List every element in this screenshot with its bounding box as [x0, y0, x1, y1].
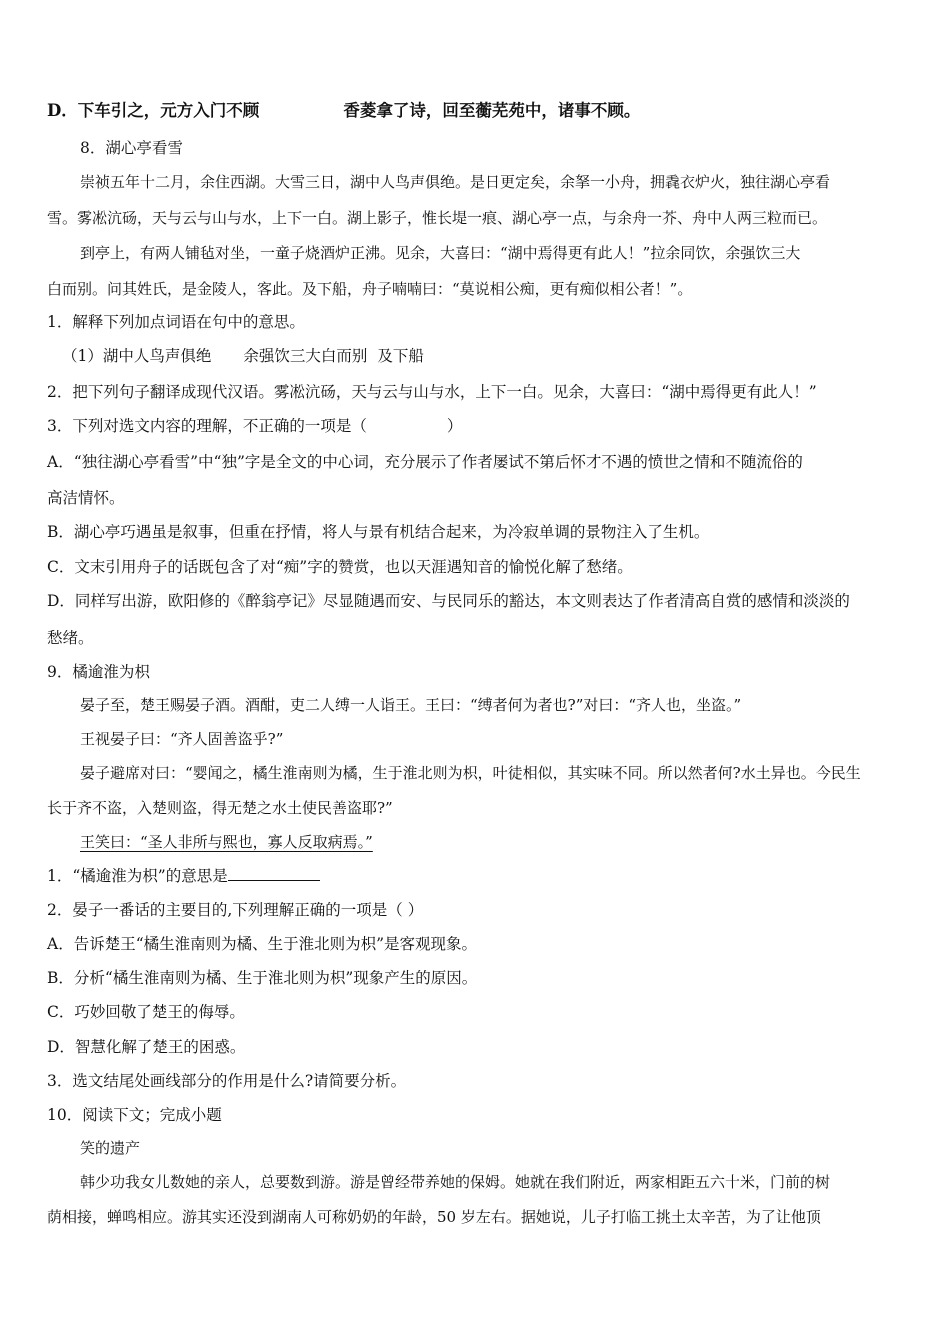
question-line: 3．选文结尾处画线部分的作用是什么?请简要分析。	[47, 1072, 407, 1090]
passage-line-underlined: 王笑曰：“圣人非所与熙也，寡人反取病焉。”	[80, 833, 373, 851]
option-d-line	[47, 100, 910, 122]
option-line: B．分析“橘生淮南则为橘、生于淮北则为枳”现象产生的原因。	[47, 969, 478, 987]
option-line: D．同样写出游，欧阳修的《醉翁亭记》尽显随遇而安、与民同乐的豁达，本文则表达了作者清高自赏的感情和淡淡的	[47, 592, 850, 610]
passage-line: 荫相接，蝉鸣相应。游其实还没到湖南人可称奶奶的年龄，50 岁左右。据她说，儿子打临工挑土太辛苦，为了让他顶	[47, 1208, 821, 1226]
article-title: 笑的遗产	[80, 1139, 141, 1157]
question-line: 1．“橘逾淮为枳”的意思是	[47, 865, 910, 887]
option-d-left: D．下车引之，元方入门不顾	[47, 101, 260, 120]
option-line: A．告诉楚王“橘生淮南则为橘、生于淮北则为枳”是客观现象。	[47, 935, 478, 953]
q10-title: 10．阅读下文；完成小题	[47, 1106, 222, 1124]
passage-line: 长于齐不盗，入楚则盗，得无楚之水土使民善盗耶?”	[47, 799, 393, 817]
option-line: C．巧妙回敬了楚王的侮辱。	[47, 1003, 245, 1021]
question-line: （1）湖中人鸟声俱绝 余强饮三大白而别 及下船	[62, 347, 424, 365]
passage-line: 到亭上，有两人铺毡对坐，一童子烧酒炉正沸。见余，大喜曰：“湖中焉得更有此人！”拉余同饮，余强饮三大	[80, 244, 801, 262]
passage-line: 晏子避席对曰：“婴闻之，橘生淮南则为橘，生于淮北则为枳，叶徒相似，其实味不同。所以然者何?水土异也。今民生	[80, 764, 861, 782]
option-line: 高洁情怀。	[47, 489, 125, 507]
question-line: 1．解释下列加点词语在句中的意思。	[47, 313, 305, 331]
option-line: B．湖心亭巧遇虽是叙事，但重在抒情，将人与景有机结合起来，为冷寂单调的景物注入了生机。	[47, 523, 710, 541]
option-line: 愁绪。	[47, 629, 94, 647]
passage-line: 白而别。问其姓氏，是金陵人，客此。及下船，舟子喃喃曰：“莫说相公痴，更有痴似相公者！”。	[47, 280, 693, 298]
answer-blank	[228, 866, 320, 881]
option-line: D．智慧化解了楚王的困惑。	[47, 1038, 246, 1056]
passage-line: 雪。雾凇沆砀，天与云与山与水，上下一白。湖上影子，惟长堤一痕、湖心亭一点，与余舟一芥、舟中人两三粒而已。	[47, 209, 828, 227]
option-line: A．“独往湖心亭看雪”中“独”字是全文的中心词，充分展示了作者屡试不第后怀才不遇的愤世之情和不随流俗的	[47, 453, 803, 471]
passage-line: 晏子至，楚王赐晏子酒。酒酣，吏二人缚一人诣王。王曰：“缚者何为者也?”对曰：“齐人也，坐盗。”	[80, 696, 742, 714]
passage-line: 韩少功我女儿数她的亲人，总要数到游。游是曾经带养她的保姆。她就在我们附近，两家相距五六十米，门前的树	[80, 1173, 831, 1191]
question-line: 2．晏子一番话的主要目的,下列理解正确的一项是（ ）	[47, 901, 424, 919]
q9-title: 9．橘逾淮为枳	[47, 663, 150, 681]
option-d-right: 香菱拿了诗，回至蘅芜苑中，诸事不顾。	[343, 101, 641, 120]
question-line: 2．把下列句子翻译成现代汉语。雾凇沆砀，天与云与山与水，上下一白。见余，大喜曰：“湖中焉得更有此人！”	[47, 383, 817, 401]
passage-line: 王视晏子曰：“齐人固善盗乎?”	[80, 730, 284, 748]
passage-line: 崇祯五年十二月，余住西湖。大雪三日，湖中人鸟声俱绝。是日更定矣，余拏一小舟，拥毳衣炉火，独往湖心亭看	[80, 173, 831, 191]
option-line: C．文末引用舟子的话既包含了对“痴”字的赞赏，也以天涯遇知音的愉悦化解了愁绪。	[47, 558, 633, 576]
question-line: 3．下列对选文内容的理解，不正确的一项是（ ）	[47, 417, 463, 435]
q8-title: 8．湖心亭看雪	[80, 139, 183, 157]
